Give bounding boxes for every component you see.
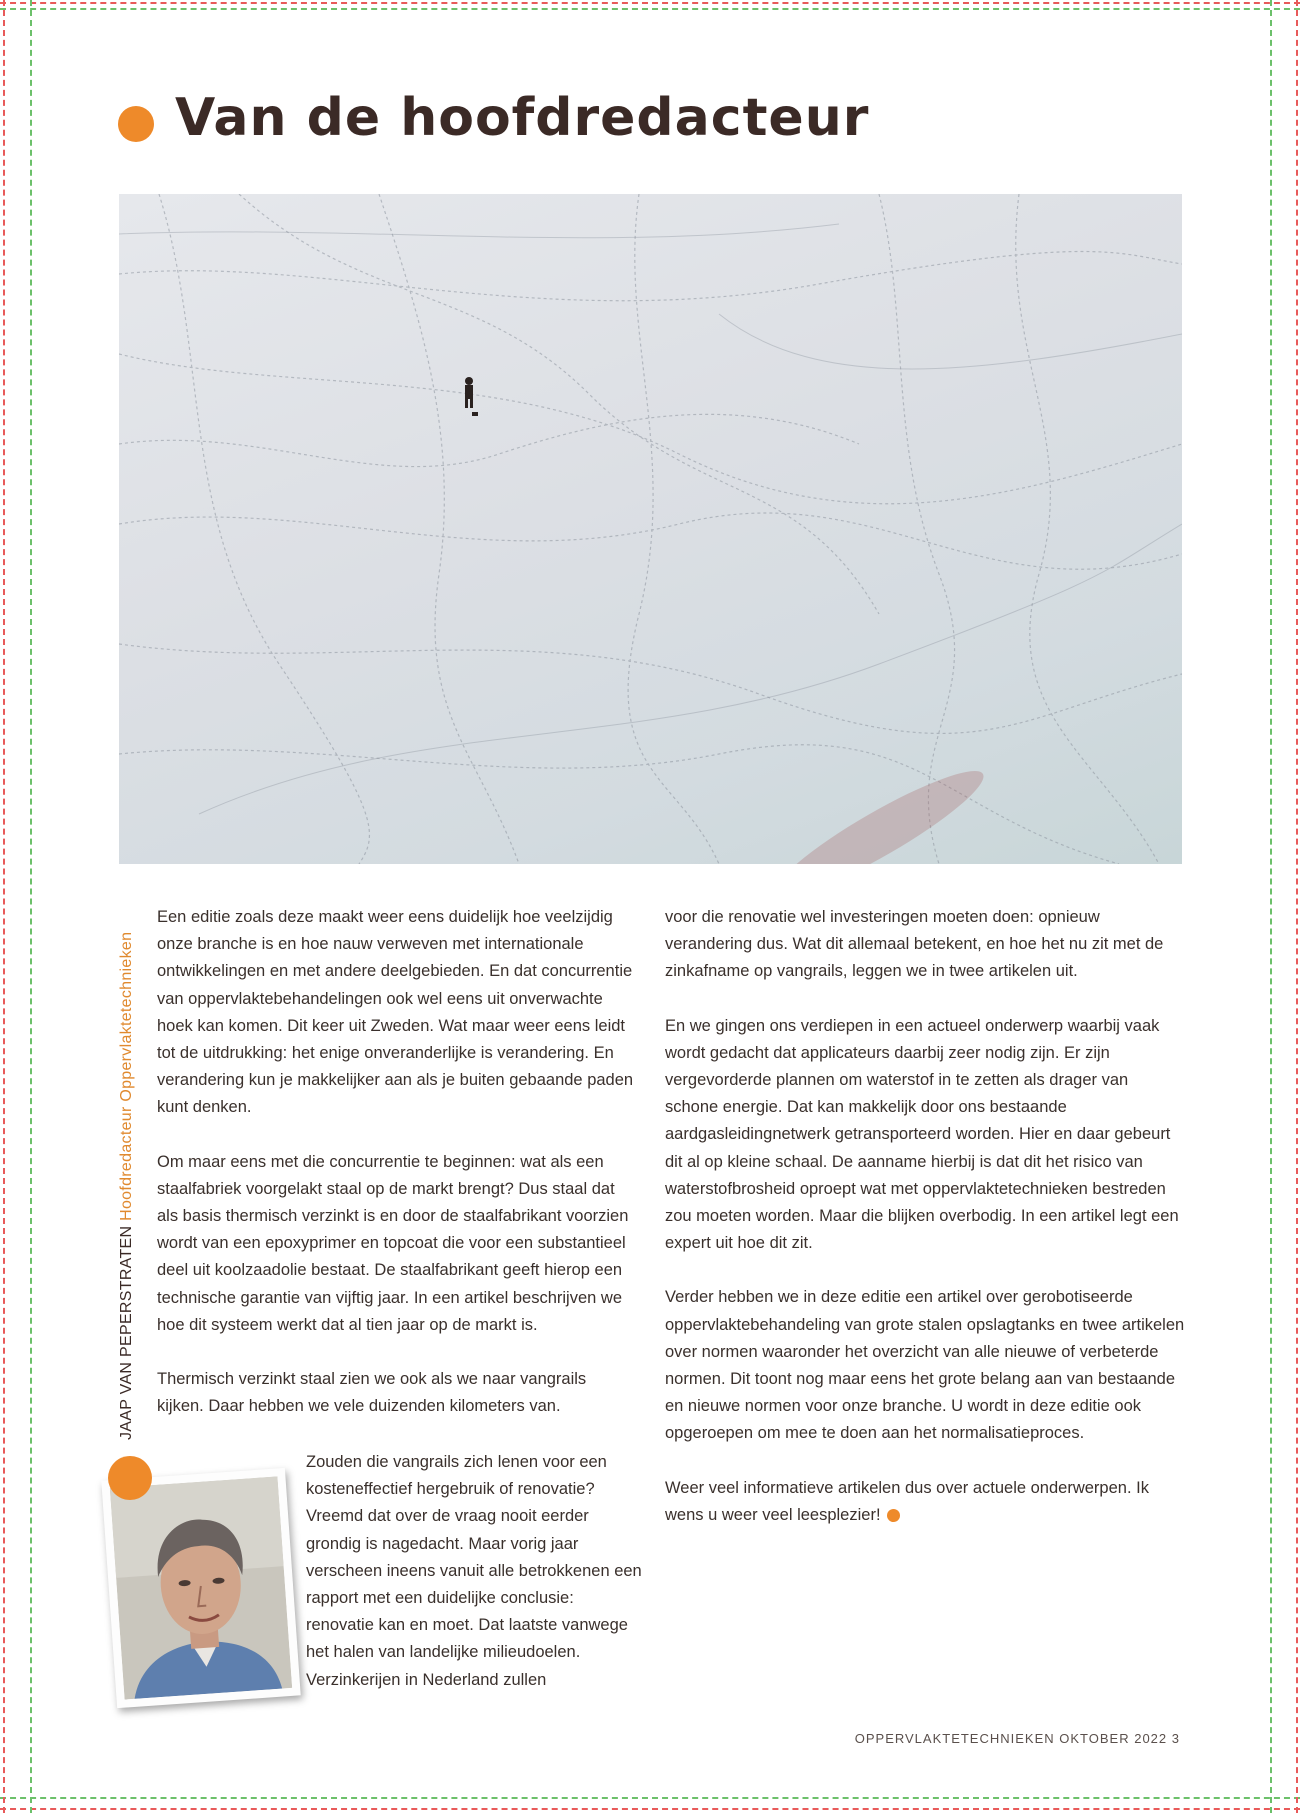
end-mark-icon — [887, 1509, 900, 1522]
hero-photo-snow-field — [119, 194, 1182, 864]
border-bottom-green — [0, 1797, 1300, 1799]
author-name: JAAP VAN PEPERSTRATEN — [118, 1225, 135, 1440]
footer-publication: OPPERVLAKTETECHNIEKEN OKTOBER 2022 — [854, 1731, 1168, 1746]
paragraph: Verder hebben we in deze editie een artikel over gerobotiseerde oppervlaktebehandeling van grote stalen opslagtanks en twee artikelen over normen waaronder het overzicht van alle nieuwe of verbeterde normen. Dit toont nog maar eens het grote belang aan van bestaande en nieuwe normen voor onze branche. U wordt in deze editie ook opgeroepen om mee te doen aan het normalisatieproces. — [665, 1288, 1185, 1443]
paragraph: En we gingen ons verdiepen in een actueel onderwerp waarbij vaak wordt gedacht dat applicateurs daarbij zeer nodig zijn. Er zijn vergevorderde plannen om waterstof in te zetten als drager van schone energie. Dat kan makkelijk door ons bestaande aardgasleidingnetwerk getransporteerd worden. Hier en daar gebeurt dit al op kleine schaal. De aanname hierbij is dat dit het risico van waterstofbrosheid oproept wat met oppervlaktetechnieken bestreden zou moeten worden. Maar die blijken overbodig. In een artikel legt een expert uit hoe dit zit. — [665, 1016, 1179, 1253]
border-right-red — [1296, 0, 1298, 1813]
author-role: Hoofdredacteur Oppervlaktetechnieken — [118, 931, 135, 1221]
border-top-green — [0, 8, 1300, 10]
paragraph: Om maar eens met die concurrentie te beginnen: wat als een staalfabriek voorgelakt staal op de markt brengt? Dus staal dat als basis thermisch verzinkt is en door de staalfabrikant voorzien wordt van een epoxyprimer en topcoat die voor een substantieel deel uit koolzaadolie bestaat. De staalfabrikant geeft hierop een technische garantie van vijftig jaar. In een artikel beschrijven we hoe dit systeem werkt dat al tien jaar op de markt is. — [157, 1152, 629, 1334]
page-title: Van de hoofdredacteur — [175, 88, 870, 148]
title-bullet-icon — [118, 106, 154, 142]
paragraph-text: Weer veel informatieve artikelen dus over actuele onderwerpen. Ik wens u weer veel leesplezier! — [665, 1478, 1149, 1524]
article-column-left — [157, 904, 637, 1420]
border-left-green — [30, 0, 32, 1813]
border-right-green — [1270, 0, 1272, 1813]
paragraph: Een editie zoals deze maakt weer eens duidelijk hoe veelzijdig onze branche is en hoe nauw verweven met internationale ontwikkelingen en met andere deelgebieden. En dat concurrentie van oppervlaktebehandelingen ook wel eens uit onverwachte hoek kan komen. Dit keer uit Zweden. Wat maar weer eens leidt tot de uitdrukking: het enige onveranderlijke is verandering. En verandering kun je makkelijker aan als je buiten gebaande paden kunt denken. — [157, 908, 634, 1117]
article-column-left-wrap — [306, 1449, 646, 1694]
page-number: 3 — [1171, 1731, 1180, 1746]
closing-paragraph — [665, 1475, 1185, 1529]
portrait-badge-icon — [108, 1456, 152, 1500]
border-top-red — [0, 2, 1300, 4]
border-bottom-red — [0, 1808, 1300, 1810]
snow-tracks-illustration — [119, 194, 1182, 864]
article-column-right — [665, 904, 1185, 1529]
author-byline — [118, 900, 148, 1440]
paragraph: voor die renovatie wel investeringen moeten doen: opnieuw verandering dus. Wat dit allemaal betekent, en hoe het nu zit met de zinkafname op vangrails, leggen we in twee artikelen uit. — [665, 908, 1164, 981]
portrait-illustration — [110, 1476, 292, 1699]
author-portrait-photo — [101, 1468, 300, 1708]
paragraph: Zouden die vangrails zich lenen voor een kosteneffectief hergebruik of renovatie? Vreemd dat over de vraag nooit eerder grondig is nagedacht. Maar vorig jaar verscheen ineens vanuit alle betrokkenen een rapport met een duidelijke conclusie: renovatie kan en moet. Dat laatste vanwege het halen van landelijke milieudoelen. Verzinkerijen in Nederland zullen — [306, 1453, 642, 1689]
border-left-red — [3, 0, 5, 1813]
paragraph: Thermisch verzinkt staal zien we ook als we naar vangrails kijken. Daar hebben we vele duizenden kilometers van. — [157, 1370, 587, 1416]
walking-person-figure — [465, 377, 478, 416]
page-footer — [855, 1731, 1180, 1746]
